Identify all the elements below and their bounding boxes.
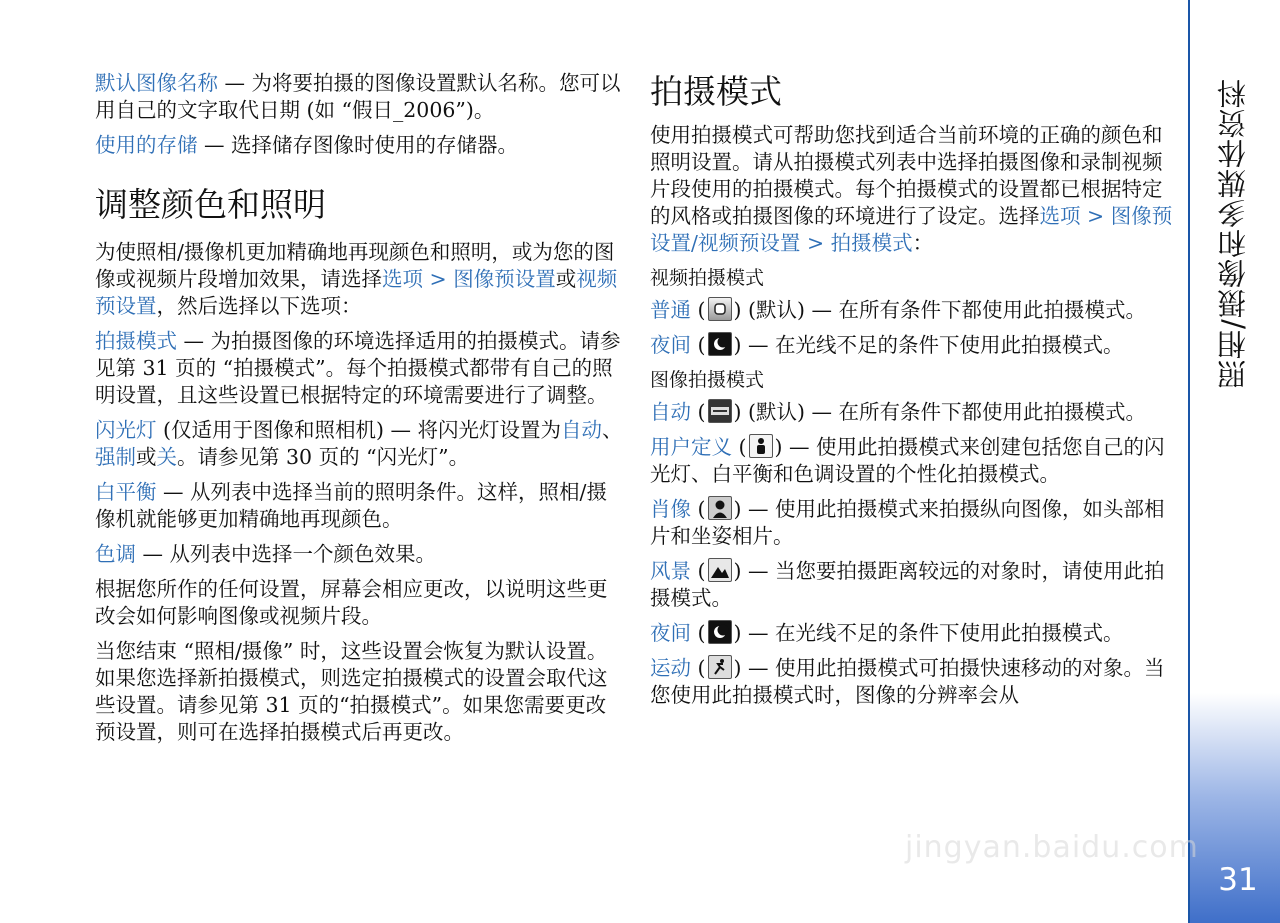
- paragraph-text: ) — 使用此拍摄模式可拍摄快速移动的对象。当您使用此拍摄模式时，图像的分辨率会从: [650, 656, 1165, 707]
- option-off: 关: [156, 445, 177, 469]
- option-on: 强制: [95, 445, 136, 469]
- settings-restore-paragraph: 当您结束 “照相/摄像” 时，这些设置会恢复为默认设置。如果您选择新拍摄模式，则选定拍摄模式的设置会取代这些设置。请参见第 31 页的“拍摄模式”。如果您需要更改预设置，则可在选择拍摄模式后再更改。: [95, 639, 608, 744]
- link-options: 选项: [382, 267, 423, 291]
- option-automatic: 自动: [561, 418, 603, 442]
- separator: >: [800, 231, 831, 255]
- punctuation: (: [691, 656, 706, 680]
- screen-changes-paragraph: 根据您所作的任何设置，屏幕会相应更改，以说明这些更改会如何影响图像或视频片段。: [95, 577, 608, 628]
- paragraph-text: — 选择储存图像时使用的存储器。: [197, 133, 519, 157]
- sports-icon: [708, 655, 732, 679]
- punctuation: (: [691, 621, 706, 645]
- image-night-paragraph: [650, 620, 1175, 647]
- image-landscape-paragraph: [650, 558, 1175, 612]
- term-sports: 运动: [650, 656, 691, 680]
- paragraph-text: 。请参见第 30 页的 “闪光灯”。: [177, 445, 470, 469]
- night-mode-icon: [708, 620, 732, 644]
- right-column: [650, 70, 1175, 717]
- white-balance-paragraph: [95, 479, 625, 533]
- paragraph-text: ) (默认) — 在所有条件下都使用此拍摄模式。: [733, 298, 1147, 322]
- paragraph-text: 使用拍摄模式可帮助您找到适合当前环境的正确的颜色和照明设置。请从拍摄模式列表中选择拍摄图像和录制视频片段使用的拍摄模式。每个拍摄模式的设置都已根据特定的风格或拍摄图像的环境进行了设定。选择: [650, 123, 1163, 228]
- watermark: [905, 770, 1205, 870]
- user-defined-icon: [749, 434, 773, 458]
- left-column: [95, 70, 625, 754]
- portrait-icon: [708, 496, 732, 520]
- paragraph-text: ) — 使用此拍摄模式来拍摄纵向图像，如头部相片和坐姿相片。: [650, 497, 1165, 548]
- night-mode-icon: [708, 332, 732, 356]
- term-night: 夜间: [650, 333, 691, 357]
- term-portrait: 肖像: [650, 497, 691, 521]
- image-sports-paragraph: [650, 655, 1175, 709]
- link-video-setup: 视频预设置: [95, 267, 618, 318]
- punctuation: ：: [912, 231, 934, 255]
- term-memory-in-use: 使用的存储: [95, 133, 198, 157]
- image-auto-paragraph: [650, 399, 1175, 426]
- page-number: 31: [1218, 862, 1258, 898]
- section-heading-adjust-color: 调整颜色和照明: [95, 185, 326, 224]
- term-user-defined: 用户定义: [650, 435, 732, 459]
- memory-in-use-paragraph: [95, 132, 625, 159]
- term-automatic: 自动: [650, 400, 691, 424]
- punctuation: 、: [602, 418, 623, 442]
- punctuation: (: [691, 298, 706, 322]
- term-default-image-name: 默认图像名称: [95, 71, 218, 95]
- term-color-tone: 色调: [95, 542, 136, 566]
- conjunction: 或: [555, 267, 577, 291]
- section-heading-scene-modes: 拍摄模式: [650, 72, 782, 111]
- paragraph-text: ) — 在光线不足的条件下使用此拍摄模式。: [733, 333, 1124, 357]
- color-tone-paragraph: [95, 541, 625, 568]
- chapter-title: [1212, 78, 1262, 418]
- paragraph-text: — 为拍摄图像的环境选择适用的拍摄模式。请参见第 31 页的 “拍摄模式”。每个拍摄模式都带有自己的照明设置，且这些设置已根据特定的环境需要进行了调整。: [95, 329, 621, 407]
- punctuation: (: [691, 400, 706, 424]
- paragraph-text: — 为将要拍摄的图像设置默认名称。您可以用自己的文字取代日期 (如 “假日_2006”)。: [95, 71, 621, 122]
- term-landscape: 风景: [650, 559, 691, 583]
- paragraph-text: ) — 使用此拍摄模式来创建包括您自己的闪光灯、白平衡和色调设置的个性化拍摄模式。: [650, 435, 1165, 486]
- term-normal: 普通: [650, 298, 691, 322]
- video-normal-paragraph: [650, 297, 1175, 324]
- term-white-balance: 白平衡: [95, 480, 157, 504]
- term-flash: 闪光灯: [95, 418, 157, 442]
- chapter-title-text: 照相/摄像和多媒体资料: [1216, 78, 1250, 389]
- punctuation: (: [691, 333, 706, 357]
- auto-mode-icon: [708, 399, 732, 423]
- link-scene-mode: 拍摄模式: [830, 231, 913, 255]
- scene-mode-paragraph: [95, 328, 625, 409]
- separator: >: [1080, 204, 1111, 228]
- landscape-icon: [708, 558, 732, 582]
- scene-intro-paragraph: [650, 122, 1175, 257]
- flash-paragraph: [95, 417, 625, 471]
- punctuation: (: [691, 497, 706, 521]
- link-options: 选项: [1039, 204, 1081, 228]
- paragraph-text: ) (默认) — 在所有条件下都使用此拍摄模式。: [733, 400, 1147, 424]
- separator: >: [423, 267, 454, 291]
- adjust-intro-paragraph: [95, 239, 625, 320]
- paragraph-text: 为使照相/摄像机更加精确地再现颜色和照明，或为您的图像或视频片段增加效果，请选择: [95, 240, 615, 291]
- default-image-name-paragraph: [95, 70, 625, 124]
- subheading-image-scene-modes: 图像拍摄模式: [650, 369, 765, 391]
- image-portrait-paragraph: [650, 496, 1175, 550]
- paragraph-text: (仅适用于图像和照相机) — 将闪光灯设置为: [156, 418, 562, 442]
- paragraph-text: — 从列表中选择当前的照明条件。这样，照相/摄像机就能够更加精确地再现颜色。: [95, 480, 607, 531]
- punctuation: (: [732, 435, 747, 459]
- paragraph-text: ，然后选择以下选项：: [156, 294, 362, 318]
- term-night: 夜间: [650, 621, 691, 645]
- link-image-setup: 图像预设置: [453, 267, 556, 291]
- paragraph-text: ) — 在光线不足的条件下使用此拍摄模式。: [733, 621, 1124, 645]
- normal-mode-icon: [708, 297, 732, 321]
- video-night-paragraph: [650, 332, 1175, 359]
- paragraph-text: — 从列表中选择一个颜色效果。: [136, 542, 437, 566]
- watermark-text: jingyan.baidu.com: [905, 830, 1199, 865]
- punctuation: (: [691, 559, 706, 583]
- conjunction: 或: [136, 445, 157, 469]
- link-image-video-setup: 图像预设置/视频预设置: [650, 204, 1173, 255]
- paragraph-text: ) — 当您要拍摄距离较远的对象时，请使用此拍摄模式。: [650, 559, 1165, 610]
- image-user-defined-paragraph: [650, 434, 1175, 488]
- term-scene-mode: 拍摄模式: [95, 329, 177, 353]
- subheading-video-scene-modes: 视频拍摄模式: [650, 267, 765, 289]
